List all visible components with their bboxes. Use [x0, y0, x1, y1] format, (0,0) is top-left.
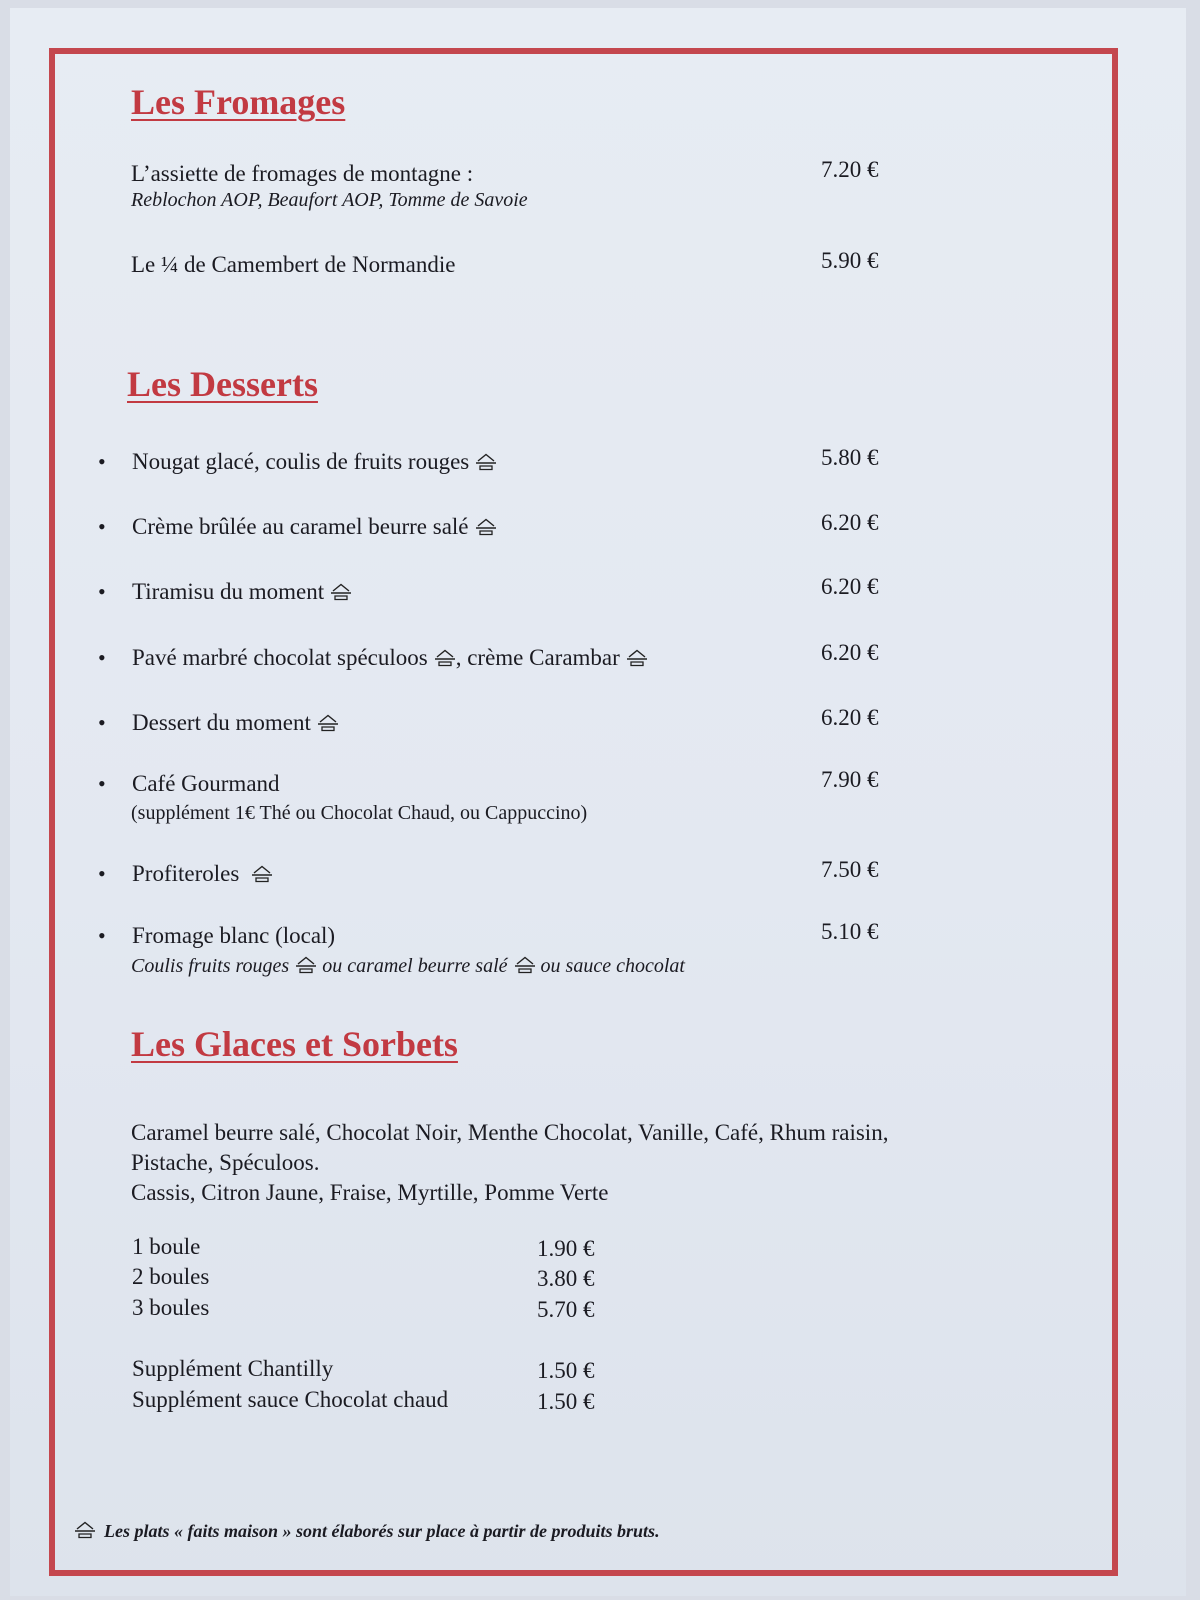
menu-item-name-part2: , crème Carambar [455, 645, 620, 670]
fait-maison-icon [475, 453, 497, 471]
footer-note-text: Les plats « faits maison » sont élaborés sur place à partir de produits bruts. [104, 1521, 660, 1541]
menu-item-price: 6.20 € [821, 705, 879, 730]
dessert-item [132, 579, 352, 605]
detail-part: ou caramel beurre salé [322, 955, 508, 977]
menu-item-price: 7.20 € [821, 157, 879, 182]
flavors-line: Cassis, Citron Jaune, Fraise, Myrtille, Pomme Verte [131, 1180, 609, 1205]
fait-maison-icon [434, 649, 456, 667]
scoop-price: 3.80 € [537, 1266, 595, 1291]
section-title-fromages: Les Fromages [131, 82, 346, 122]
menu-item-name: Crème brûlée au caramel beurre salé [132, 514, 469, 539]
menu-item-price: 5.10 € [821, 919, 879, 944]
flavors-line: Pistache, Spéculoos. [131, 1150, 320, 1175]
dessert-item-detail [131, 955, 685, 978]
menu-item-price: 5.80 € [821, 445, 879, 470]
supplement-price: 1.50 € [537, 1358, 595, 1383]
menu-item-price: 6.20 € [821, 640, 879, 665]
menu-item-price: 7.90 € [821, 767, 879, 792]
scoop-label: 3 boules [132, 1295, 210, 1320]
dessert-item [132, 514, 497, 540]
menu-item-name: L’assiette de fromages de montagne : [131, 161, 474, 186]
fait-maison-icon [251, 865, 273, 883]
menu-item-price: 6.20 € [821, 510, 879, 535]
bullet-icon: • [98, 514, 106, 539]
menu-item-name-part1: Pavé marbré chocolat spéculoos [132, 645, 428, 670]
bullet-icon: • [98, 771, 106, 796]
fait-maison-icon [475, 518, 497, 536]
fait-maison-icon [330, 583, 352, 601]
scoop-label: 2 boules [132, 1264, 210, 1289]
menu-item-name: Café Gourmand [132, 771, 280, 796]
bullet-icon: • [98, 645, 106, 670]
menu-item-detail: (supplément 1€ Thé ou Chocolat Chaud, ou Cappuccino) [131, 802, 588, 824]
supplement-label: Supplément sauce Chocolat chaud [132, 1387, 449, 1412]
detail-part: Coulis fruits rouges [131, 955, 290, 977]
bullet-icon: • [98, 449, 106, 474]
menu-item-detail: Reblochon AOP, Beaufort AOP, Tomme de Savoie [131, 189, 528, 211]
dessert-item [132, 645, 648, 671]
footer-note [74, 1521, 660, 1542]
menu-item-name: Tiramisu du moment [132, 579, 325, 604]
bullet-icon: • [98, 923, 106, 948]
section-title-desserts: Les Desserts [127, 364, 318, 404]
menu-sheet [10, 8, 1186, 1596]
bullet-icon: • [98, 579, 106, 604]
fait-maison-icon [295, 956, 317, 974]
bullet-icon: • [98, 710, 106, 735]
menu-item-price: 5.90 € [821, 248, 879, 273]
fait-maison-icon [74, 1521, 96, 1539]
scoop-price: 5.70 € [537, 1297, 595, 1322]
menu-item-name: Le ¼ de Camembert de Normandie [131, 252, 456, 277]
section-title-glaces: Les Glaces et Sorbets [131, 1024, 458, 1064]
supplement-price: 1.50 € [537, 1389, 595, 1414]
menu-item-price: 6.20 € [821, 574, 879, 599]
dessert-item [132, 861, 273, 887]
scoop-label: 1 boule [132, 1234, 201, 1259]
fait-maison-icon [514, 956, 536, 974]
menu-item-name: Dessert du moment [132, 710, 311, 735]
fait-maison-icon [317, 714, 339, 732]
dessert-item [132, 449, 497, 475]
menu-item-name: Profiteroles [132, 861, 240, 886]
scoop-price: 1.90 € [537, 1236, 595, 1261]
dessert-item [132, 710, 339, 736]
flavors-line: Caramel beurre salé, Chocolat Noir, Menthe Chocolat, Vanille, Café, Rhum raisin, [131, 1120, 889, 1145]
menu-item-name: Fromage blanc (local) [132, 923, 336, 948]
detail-part: ou sauce chocolat [540, 955, 685, 977]
fait-maison-icon [626, 649, 648, 667]
bullet-icon: • [98, 861, 106, 886]
supplement-label: Supplément Chantilly [132, 1356, 334, 1381]
menu-item-price: 7.50 € [821, 857, 879, 882]
menu-item-name: Nougat glacé, coulis de fruits rouges [132, 449, 470, 474]
